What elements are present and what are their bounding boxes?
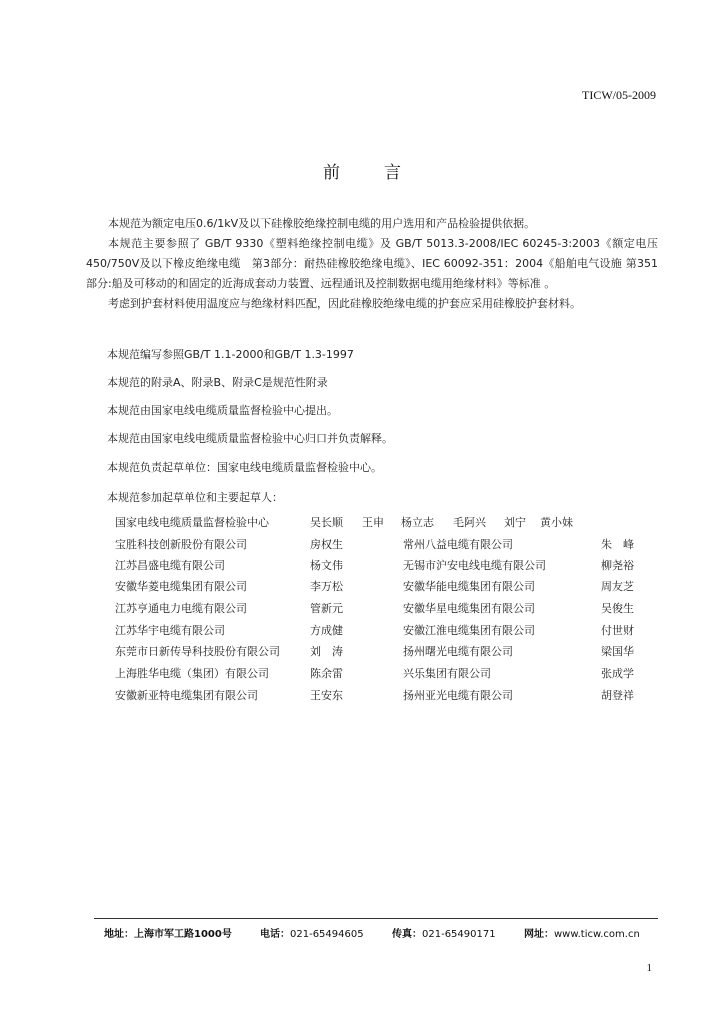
drafter-row	[115, 622, 660, 642]
paragraph-references: 本规范主要参照了 GB/T 9330《塑料绝缘控制电缆》及 GB/T 5013.3-2008/IEC 60245-3:2003《额定电压450/750V及以下橡皮绝缘电缆 第3部分：耐热硅橡胶绝缘电缆》、IEC 60092-351：2004《船舶电气设施 第351部分:船及可移动的和固定的近海成套动力装置、远程通讯及控制数据电缆用绝缘材料》等标准 。	[86, 237, 658, 290]
statement-appendices: 本规范的附录A、附录B、附录C是规范性附录	[107, 376, 328, 389]
drafter-row	[115, 600, 660, 620]
drafter-unit-b: 扬州曙光电缆有限公司	[403, 645, 513, 658]
drafter-unit-a: 安徽新亚特电缆集团有限公司	[115, 689, 258, 702]
page-number: 1	[646, 962, 652, 974]
page-title	[0, 158, 724, 183]
statement-participants: 本规范参加起草单位和主要起草人：	[107, 491, 283, 504]
document-code: TICW/05-2009	[582, 88, 656, 102]
title-char-2: 言	[384, 163, 401, 183]
drafter-person-a: 陈余雷	[310, 667, 343, 680]
drafter-row	[115, 536, 660, 556]
statement-lead-drafter: 本规范负责起草单位：国家电线电缆质量监督检验中心。	[107, 461, 382, 474]
phone-value: 021-65494605	[290, 929, 364, 940]
drafter-person-b: 吴俊生	[601, 602, 634, 615]
drafter-unit-a: 江苏昌盛电缆有限公司	[115, 559, 225, 572]
drafter-person-b: 周友芝	[601, 580, 634, 593]
drafter-unit-b: 兴乐集团有限公司	[403, 667, 491, 680]
drafter-unit-b: 扬州亚光电缆有限公司	[403, 689, 513, 702]
drafter-person-a: 刘 涛	[310, 645, 343, 658]
paragraph-sheath: 考虑到护套材料使用温度应与绝缘材料匹配，因此硅橡胶绝缘电缆的护套应采用硅橡胶护套材料。	[108, 297, 581, 310]
fax-label: 传真：	[392, 929, 422, 940]
address-value: 上海市军工路1000号	[134, 929, 232, 940]
drafter-name: 毛阿兴	[453, 516, 486, 529]
drafter-unit-a: 江苏亨通电力电缆有限公司	[115, 602, 247, 615]
drafter-person-a: 房权生	[310, 538, 343, 551]
phone-label: 电话：	[260, 929, 290, 940]
drafter-person-a: 方成健	[310, 624, 343, 637]
drafter-person-b: 朱 峰	[601, 538, 634, 551]
drafter-unit-a: 东莞市日新传导科技股份有限公司	[115, 645, 280, 658]
fax-value: 021-65490171	[422, 929, 496, 940]
footer-divider	[94, 918, 658, 919]
drafter-name: 吴长顺	[310, 516, 343, 529]
drafter-unit-a: 江苏华宇电缆有限公司	[115, 624, 225, 637]
web-label: 网址：	[524, 929, 554, 940]
drafter-person-a: 杨文伟	[310, 559, 343, 572]
drafter-unit-a: 上海胜华电缆（集团）有限公司	[115, 667, 269, 680]
drafter-unit-a: 安徽华菱电缆集团有限公司	[115, 580, 247, 593]
drafter-person-b: 梁国华	[601, 645, 634, 658]
drafter-unit-b: 无锡市沪安电线电缆有限公司	[403, 559, 546, 572]
drafter-row	[115, 643, 660, 663]
address-label: 地址：	[104, 929, 134, 940]
drafter-person-a: 王安东	[310, 689, 343, 702]
drafter-name: 黄小妹	[540, 516, 573, 529]
drafter-person-a: 李万松	[310, 580, 343, 593]
paragraph-scope: 本规范为额定电压0.6/1kV及以下硅橡胶绝缘控制电缆的用户选用和产品检验提供依据。	[108, 217, 536, 230]
drafter-row	[115, 557, 660, 577]
drafter-name: 王申	[362, 516, 384, 529]
drafter-person-b: 张成学	[601, 667, 634, 680]
drafter-row	[115, 665, 660, 685]
drafter-person-b: 胡登祥	[601, 689, 634, 702]
drafter-unit: 国家电线电缆质量监督检验中心	[115, 516, 269, 529]
drafter-row	[115, 578, 660, 598]
web-link[interactable]: www.ticw.com.cn	[554, 929, 640, 940]
intro-paragraphs	[86, 214, 658, 314]
drafter-unit-b: 安徽华能电缆集团有限公司	[403, 580, 535, 593]
drafter-person-a: 管新元	[310, 602, 343, 615]
drafter-unit-b: 安徽江淮电缆集团有限公司	[403, 624, 535, 637]
statement-drafting-basis: 本规范编写参照GB/T 1.1-2000和GB/T 1.3-1997	[107, 348, 354, 361]
title-char-1: 前	[323, 163, 340, 183]
statement-proposer: 本规范由国家电线电缆质量监督检验中心提出。	[107, 404, 338, 417]
drafters-first-row	[115, 514, 660, 534]
drafter-name: 刘宁	[504, 516, 526, 529]
drafter-unit-b: 常州八益电缆有限公司	[403, 538, 513, 551]
drafter-unit-a: 宝胜科技创新股份有限公司	[115, 538, 247, 551]
drafter-person-b: 柳尧裕	[601, 559, 634, 572]
drafter-name: 杨立志	[401, 516, 434, 529]
drafter-unit-b: 安徽华星电缆集团有限公司	[403, 602, 535, 615]
statement-interpretation: 本规范由国家电线电缆质量监督检验中心归口并负责解释。	[107, 432, 393, 445]
drafter-row	[115, 687, 660, 707]
drafter-person-b: 付世财	[601, 624, 634, 637]
